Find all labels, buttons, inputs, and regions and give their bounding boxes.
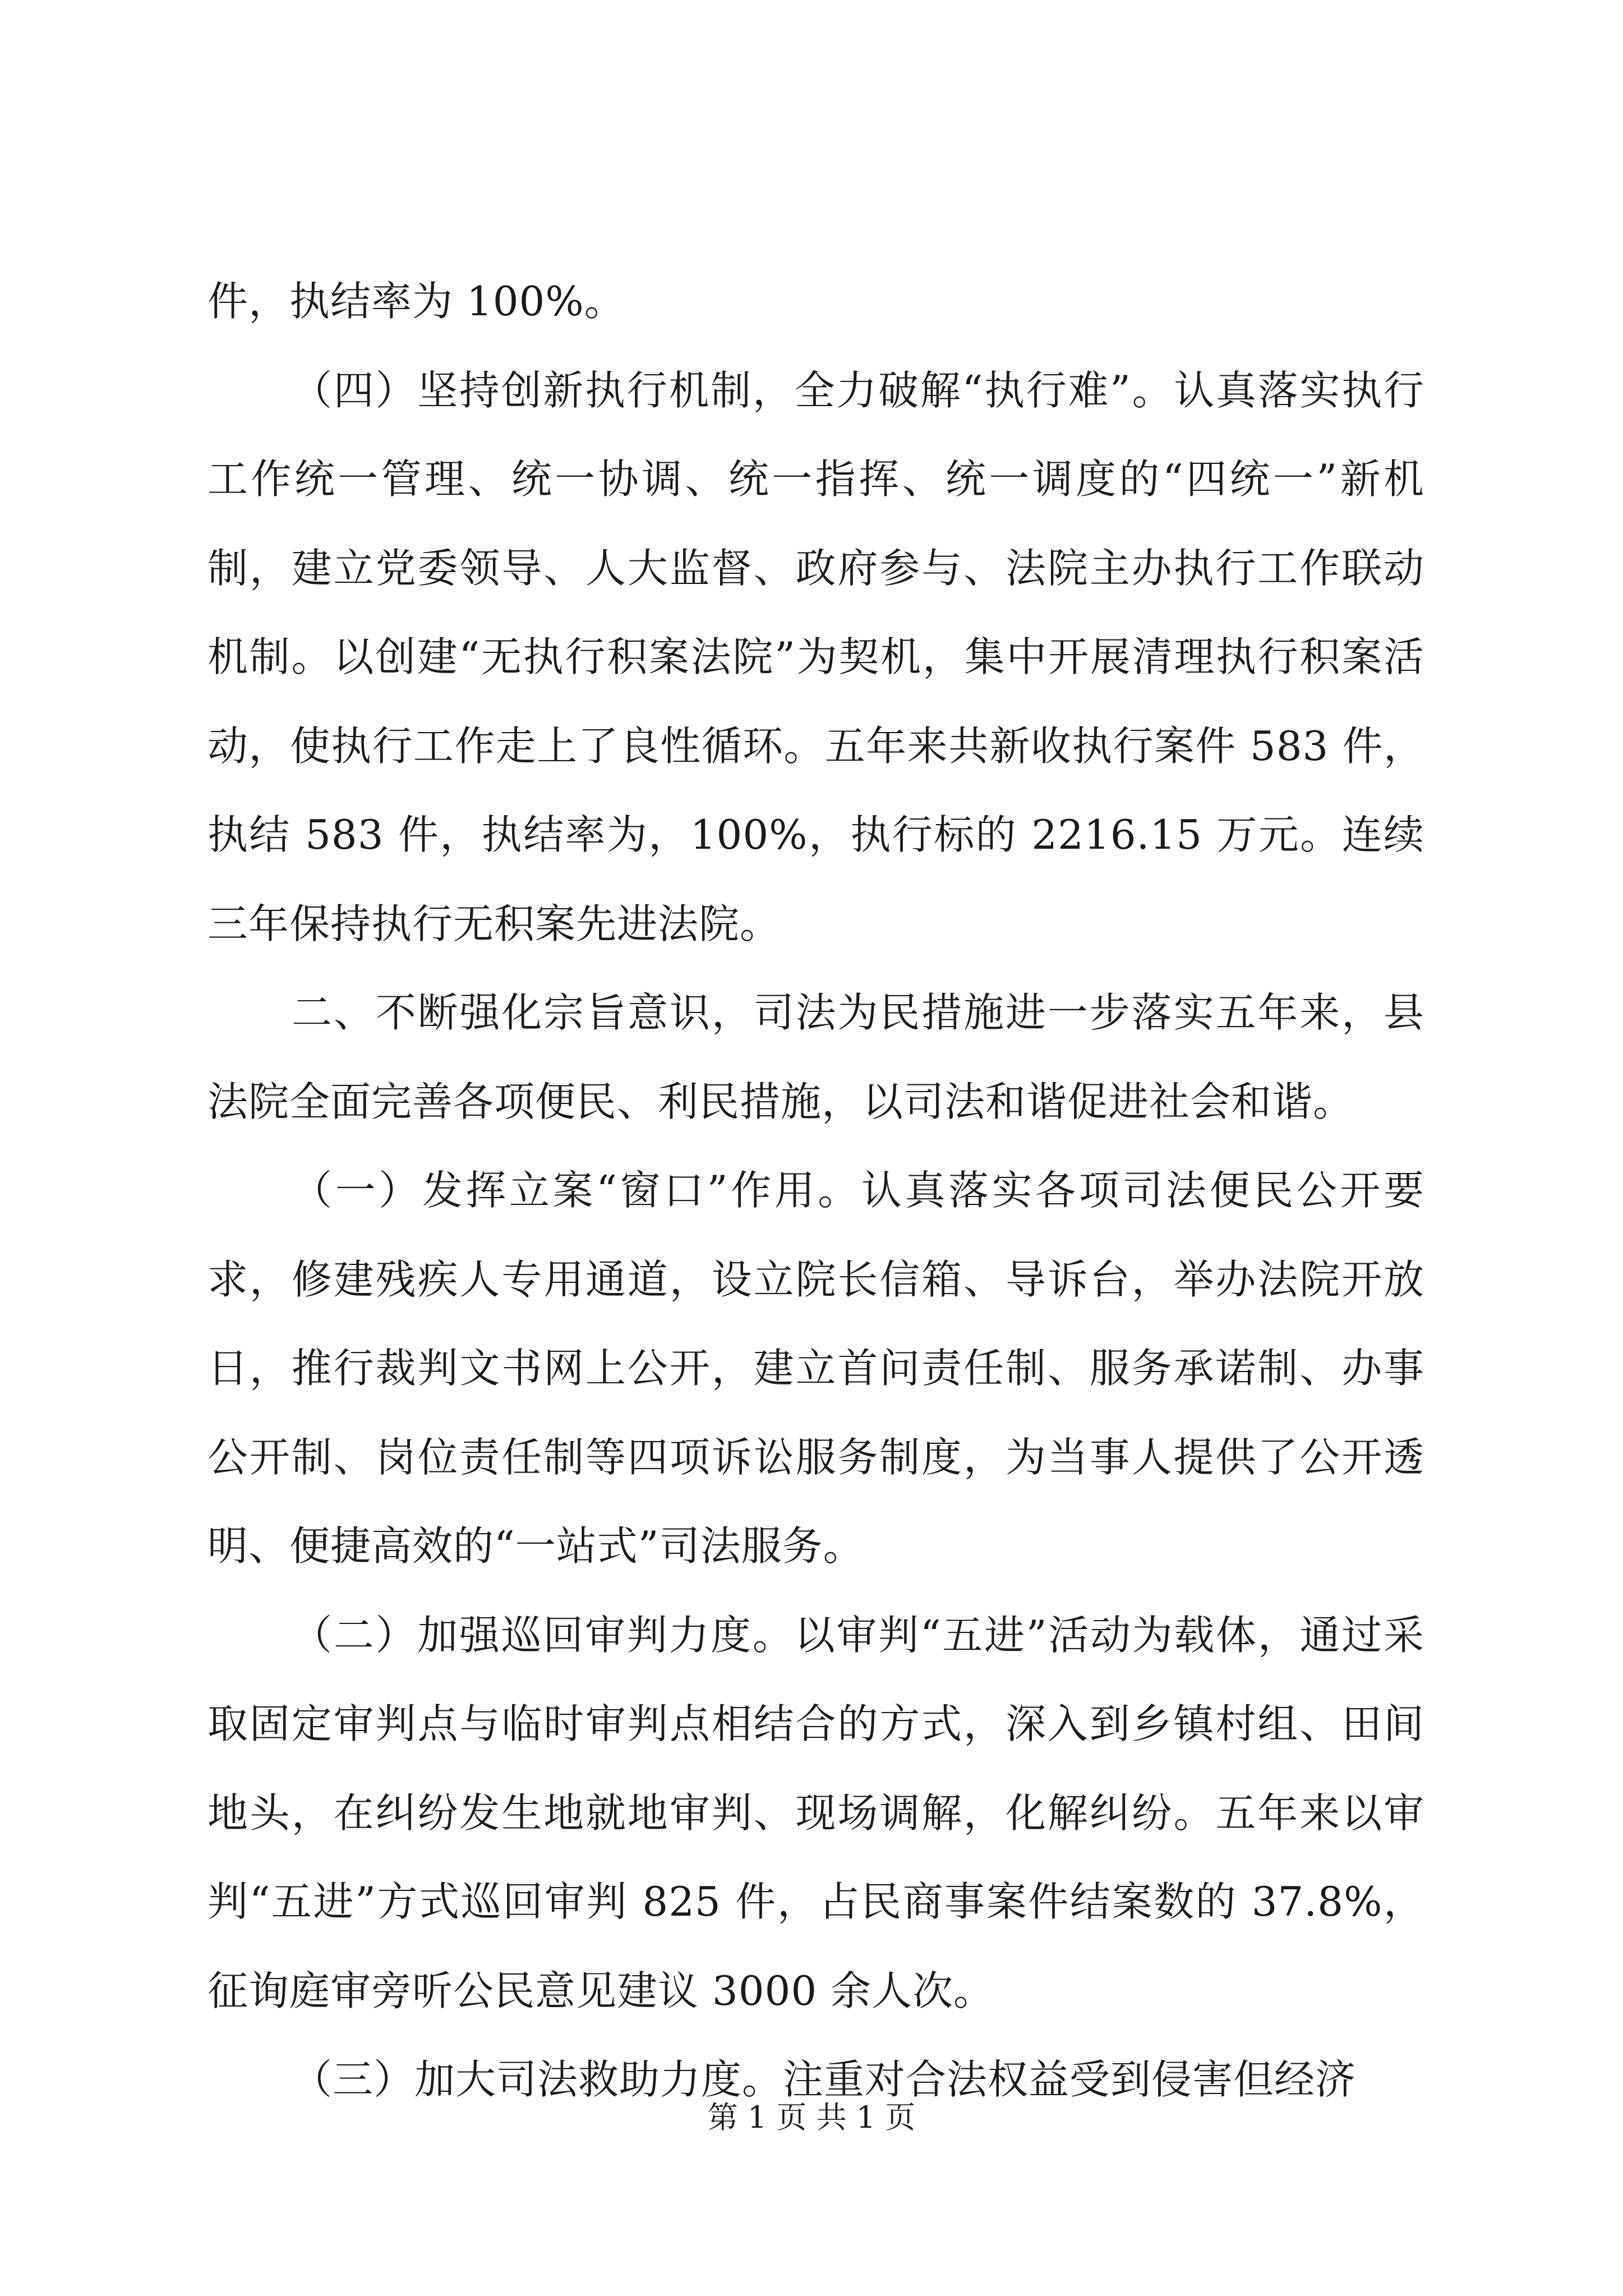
page-footer: 第 1 页 共 1 页	[707, 2100, 916, 2135]
paragraph-4: （一）发挥立案“窗口”作用。认真落实各项司法便民公开要求，修建残疾人专用通道，设立院长信箱、导诉台，举办法院开放日，推行裁判文书网上公开，建立首问责任制、服务承诺制、办事公开制、岗位责任制等四项诉讼服务制度，为当事人提供了公开透明、便捷高效的“一站式”司法服务。	[208, 1167, 1424, 1570]
paragraph-2: （四）坚持创新执行机制，全力破解“执行难”。认真落实执行工作统一管理、统一协调、统一指挥、统一调度的“四统一”新机制，建立党委领导、人大监督、政府参与、法院主办执行工作联动机制。以创建“无执行积案法院”为契机，集中开展清理执行积案活动，使执行工作走上了良性循环。五年来共新收执行案件 583 件，执结 583 件，执结率为，100%，执行标的 2216.15 万元。连续三年保持执行无积案先进法院。	[208, 366, 1424, 947]
document-body	[208, 257, 1424, 2124]
paragraph-5: （二）加强巡回审判力度。以审判“五进”活动为载体，通过采取固定审判点与临时审判点相结合的方式，深入到乡镇村组、田间地头，在纠纷发生地就地审判、现场调解，化解纠纷。五年来以审判“五进”方式巡回审判 825 件，占民商事案件结案数的 37.8%，征询庭审旁听公民意见建议 3000 余人次。	[208, 1611, 1424, 2014]
paragraph-1: 件，执结率为 100%。	[208, 278, 625, 325]
paragraph-6: （三）加大司法救助力度。注重对合法权益受到侵害但经济	[292, 2056, 1357, 2103]
paragraph-3: 二、不断强化宗旨意识，司法为民措施进一步落实五年来，县法院全面完善各项便民、利民措施，以司法和谐促进社会和谐。	[208, 989, 1424, 1125]
